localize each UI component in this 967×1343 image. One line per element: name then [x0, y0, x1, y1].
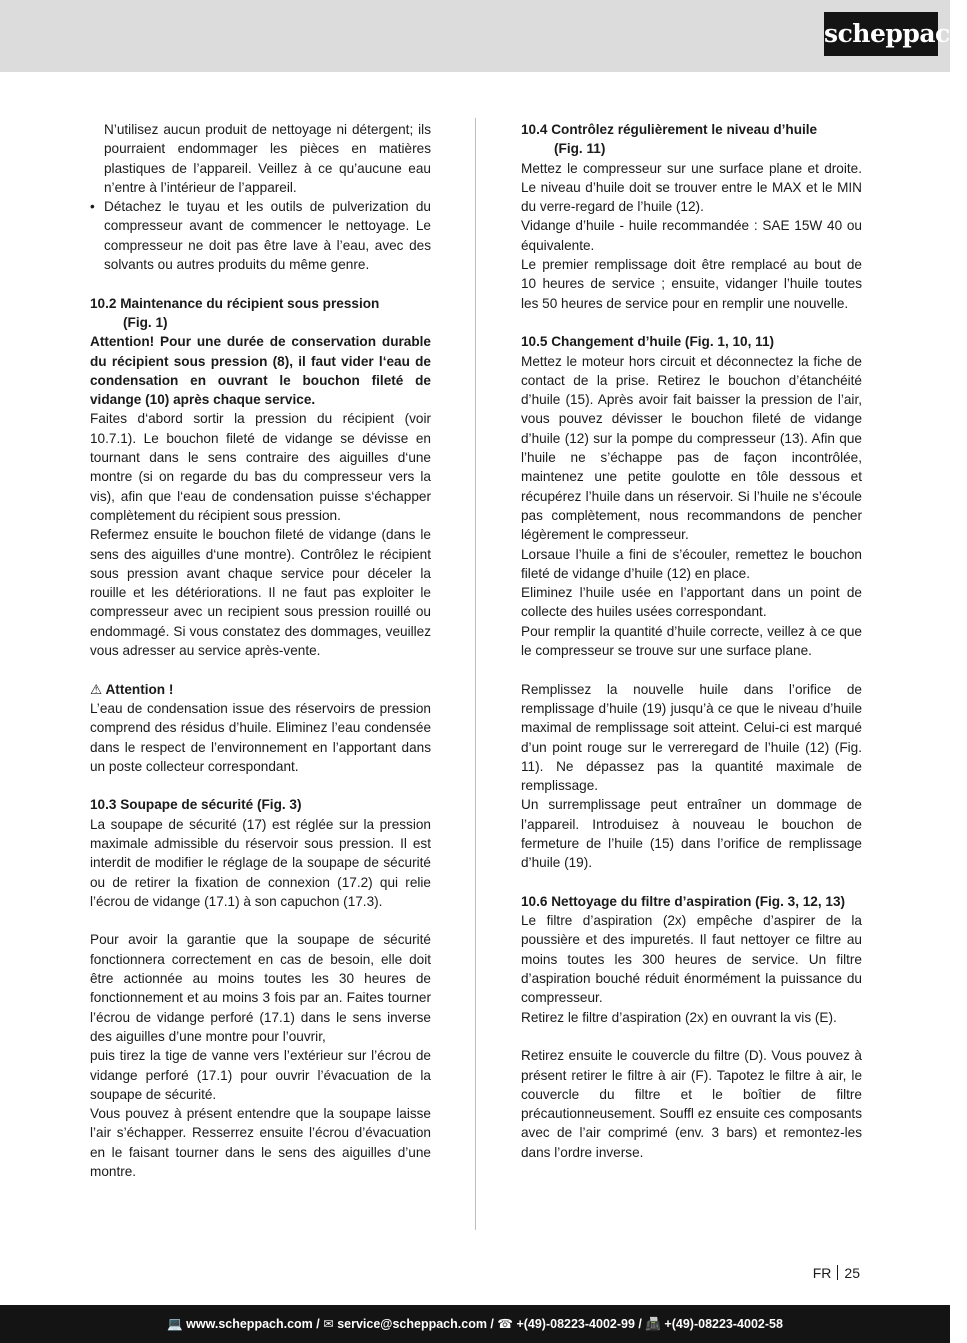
language-code: FR — [812, 1265, 832, 1281]
attention-paragraph: Attention! Pour une durée de conservation durable du récipient sous pression (8), il faut vider l‘eau de condensation en ouvrant le bouchon fileté de vidange (10) après chaque service. — [90, 334, 431, 408]
left-column — [90, 120, 431, 1181]
fax-icon: 📠 — [645, 1317, 661, 1331]
intro-paragraph: N’utilisez aucun produit de nettoyage ni détergent; ils pourraient endommager les pièces en matières plastiques de l’appareil. Veillez à ce qu’aucune eau n’entre à l’intérieur de l’appareil. — [104, 122, 431, 195]
paragraph: La soupape de sécurité (17) est réglée sur la pression maximale admissible du réservoir sous pression. Il est interdit de modifier le réglage de la soupape de sécurité ou de retirer la fixation de connexion (17.2) qui relie l’écrou de vidange (17.1) à son capuchon (17.3). — [90, 816, 431, 909]
bullet-icon: • — [90, 199, 95, 215]
page-header — [0, 0, 967, 72]
section-heading-10-2: 10.2 Maintenance du récipient sous pression (Fig. 1) — [90, 295, 380, 330]
paragraph: Retirez ensuite le couvercle du filtre (D). Vous pouvez à présent retirer le filtre à air (F). Tapotez le filtre à air, le couvercle du filtre et le boîtier de filtre précautionneusement. Souffl ez ensuite ces composants avec de l’air comprimé (env. 3 bars) et remontez-les dans l’ordre inverse. — [521, 1048, 862, 1160]
paragraph: Le filtre d’aspiration (2x) empêche d’aspirer de la poussière et des impuretés. Il faut nettoyer ce filtre au moins toutes les 300 heures de service. Un filtre d’aspiration bouché réduit énormément la puissance du compresseur. — [521, 913, 862, 1006]
section-heading-10-5: 10.5 Changement d’huile (Fig. 1, 10, 11) — [521, 334, 775, 350]
list-item — [90, 197, 431, 274]
paragraph: Un surremplissage peut entraîner un dommage de l’appareil. Introduisez à nouveau le bouchon de fermeture de l’huile (15) dans l’orifice de remplissage d’huile (19). — [521, 797, 862, 871]
paragraph: Mettez le compresseur sur une surface plane et droite. Le niveau d’huile doit se trouver entre le MAX et le MIN du verre-regard de l’huile (12). — [521, 160, 862, 215]
warning-heading: ⚠ Attention ! — [90, 681, 174, 697]
mail-icon: ✉ — [323, 1317, 334, 1331]
page-number-value: 25 — [844, 1265, 860, 1281]
right-column — [521, 120, 862, 1162]
email-link[interactable]: service@scheppach.com — [337, 1317, 487, 1331]
warning-icon: ⚠ — [90, 681, 103, 697]
paragraph: Le premier remplissage doit être remplacé au bout de 10 heures de service ; ensuite, vidanger l’huile toutes les 50 heures de service pour en remplir une nouvelle. — [521, 257, 862, 311]
page-number — [813, 1265, 860, 1281]
paragraph: Eliminez l’huile usée en l’apportant dans un point de collecte des huiles usées correspondant. — [521, 585, 862, 620]
warning-paragraph: L’eau de condensation issue des réservoirs de pression comprend des résidus d’huile. Eliminez l’eau condensée dans le respect de l’environnement en l’apportant dans un poste collecteur correspondant. — [90, 700, 431, 774]
column-divider — [475, 118, 476, 1230]
website-link[interactable]: www.scheppach.com — [186, 1317, 313, 1331]
paragraph: Vous pouvez à présent entendre que la soupape laisse l’air s’échapper. Resserrez ensuite l’écrou d’évacuation en le faisant tourner dans le sens des aiguilles d’une montre. — [90, 1106, 431, 1180]
paragraph: Pour avoir la garantie que la soupape de sécurité fonctionnera correctement en cas de besoin, elle doit être actionnée au moins toutes les 30 heures de fonctionnement et au moins 3 fois par an. Faites tourner l’écrou de vidange perforé (17.1) dans le sens inverse des aiguilles d’une montre pour l’ouvrir, — [90, 932, 431, 1044]
paragraph: Remplissez la nouvelle huile dans l’orifice de remplissage d’huile (19) jusqu’à ce que le niveau d’huile maximal de remplissage soit atteint. Celui-ci est marqué d’un point rouge sur le verreregard de l’huile (12) (Fig. 11). Ne dépassez pas la quantité maximale de remplissage. — [521, 681, 862, 794]
paragraph: puis tirez la tige de vanne vers l’extérieur sur l’écrou de vidange perforé (17.1) pour ouvrir l’évacuation de la soupape de sécurité. — [90, 1048, 431, 1102]
phone-number: +(49)-08223-4002-99 — [516, 1317, 635, 1331]
computer-icon: 💻 — [167, 1317, 183, 1331]
paragraph: Lorsaue l’huile a fini de s’écouler, remettez le bouchon fileté de vidange d’huile (12) en place. — [521, 546, 862, 581]
phone-icon: ☎ — [497, 1317, 513, 1331]
paragraph: Retirez le filtre d’aspiration (2x) en ouvrant la vis (E). — [521, 1009, 837, 1025]
scheppach-logo: scheppach — [824, 12, 938, 56]
list-item-text: Détachez le tuyau et les outils de pulverization du compresseur avant de commencer le nettoyage. Le compresseur ne doit pas être lave à l’eau, avec des solvants ou autres produits du même genre. — [104, 199, 431, 273]
section-heading-10-6: 10.6 Nettoyage du filtre d’aspiration (Fig. 3, 12, 13) — [521, 893, 846, 909]
section-heading-10-4: 10.4 Contrôlez régulièrement le niveau d’huile (Fig. 11) — [521, 122, 818, 157]
paragraph: Pour remplir la quantité d’huile correcte, veillez à ce que le compresseur se trouve sur une surface plane. — [521, 623, 862, 659]
fax-number: +(49)-08223-4002-58 — [664, 1317, 783, 1331]
paragraph: Vidange d’huile - huile recommandée : SAE 15W 40 ou équivalente. — [521, 218, 862, 253]
page-footer: 💻 www.scheppach.com / ✉ service@scheppach.com / ☎ +(49)-08223-4002-99 / 📠 +(49)-08223-4002-58 — [0, 1305, 950, 1343]
paragraph: Faites d‘abord sortir la pression du récipient (voir 10.7.1). Le bouchon fileté de vidange se dévisse en tournant dans le sens contraire des aiguilles d‘une montre (si on regarde du bas du compresseur vers la vis), afin que l‘eau de condensation puisse s‘échapper complètement du récipient sous pression. — [90, 411, 431, 523]
paragraph: Mettez le moteur hors circuit et déconnectez la fiche de contact de la prise. Retirez le bouchon d’étanchéité d’huile (15). Après avoir fait baisser la pression de l’air, vous pouvez dévisser le bouchon fileté de vidange d’huile (12) sur la pompe du compresseur (13). Afin que l’huile ne s’échappe pas de façon incontrôlée, maintenez une petite goulotte en tôle dessous et récupérez l’huile dans un réservoir. Si l’huile ne s’écoule pas complètement, nous recommandons de pencher légèrement le compresseur. — [521, 353, 862, 543]
section-heading-10-3: 10.3 Soupape de sécurité (Fig. 3) — [90, 797, 302, 813]
paragraph: Refermez ensuite le bouchon fileté de vidange (dans le sens des aiguilles d‘une montre). Contrôlez le récipient sous pression avant chaque service pour déceler la rouille et les détériorations. Il ne faut pas exploiter le compresseur avec un recipient sous pression rouillé ou endommagé. Si vous constatez des dommages, veuillez vous adresser au service après-vente. — [90, 527, 431, 659]
